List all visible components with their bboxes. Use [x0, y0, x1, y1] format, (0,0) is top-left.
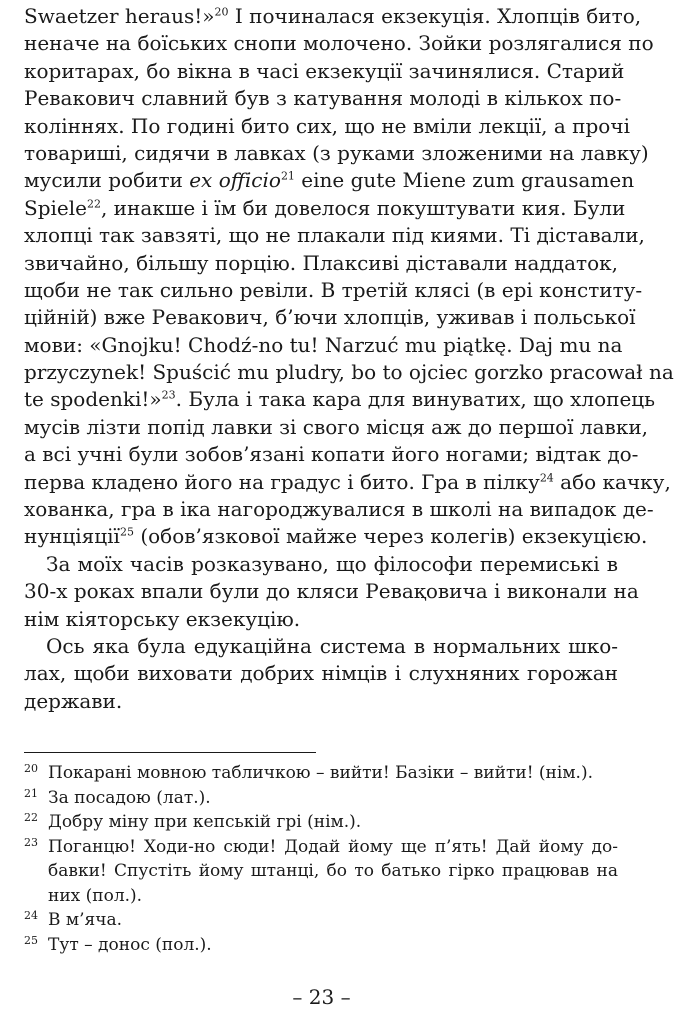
footnote-number: 20 — [24, 762, 38, 775]
text-line: лах, щоби виховати добрих німців і слухняних горожан — [24, 661, 618, 686]
text-line: Ось яка була едукаційна система в нормальних шко- — [46, 633, 618, 658]
text-line: Spiele$^{22}$, инакше і їм би довелося покуштувати кия. Були — [24, 195, 626, 220]
text-line: Swaetzer heraus!»$^{20}$ І починалася екзекуція. Хлопців бито, — [24, 4, 642, 28]
footnote — [24, 786, 618, 811]
text-line: мови: «Gnojku! Chodź-no tu! Narzuć mu piątkę. Daj mu na — [24, 332, 623, 357]
text-line: хованка, гра в іка нагороджувалися в школі на випадок де- — [24, 497, 654, 522]
text-line: За моїх часів розказувано, що філософи перемиські в — [46, 551, 618, 576]
text-line: Ревакович славний був з катування молоді в кількох по- — [24, 86, 622, 111]
text-line: 30-х роках впали були до кляси Ревақовича і виконали на — [24, 579, 639, 604]
text-line: держави. — [24, 688, 123, 713]
footnote — [24, 835, 618, 909]
footnote-text: бавки! Спустіть йому штанці, бо то батько гірко працював на — [48, 861, 618, 881]
footnote-ref: 22 — [86, 197, 101, 211]
text-line: щоби не так сильно ревіли. В третій клясі (в ері конститу- — [24, 277, 643, 302]
footnote-ref: 24 — [539, 470, 554, 484]
text-line: ційній) вже Ревакович, б’ючи хлопців, уживав і польської — [24, 305, 636, 330]
footnote-text: них (пол.). — [48, 885, 143, 906]
footnote-ref: 25 — [119, 525, 134, 539]
text-line: хлопці так завзяті, що не плакали під киями. Ті діставали, — [24, 223, 645, 248]
footnote — [24, 761, 618, 786]
text-line: нунціяції$^{25}$ (обов’язкової майже через колегів) екзекуцією. — [24, 524, 648, 549]
text-line: przyczynek! Spuścić mu pludry, bo to ojciec gorzko pracował na — [24, 360, 674, 385]
footnote-text: Добру міну при кепській грі (нім.). — [48, 812, 362, 832]
latin-phrase: ex officio — [189, 168, 281, 193]
text-line: звичайно, більшу порцію. Плаксиві діставали наддаток, — [24, 250, 618, 275]
main-text — [24, 3, 674, 715]
footnotes — [24, 761, 618, 957]
footnote-ref: 20 — [214, 5, 229, 19]
text-line: коліннях. По годині бито сих, що не вміли лекції, а прочі — [24, 113, 630, 138]
footnote — [24, 908, 618, 933]
footnote-number: 23 — [24, 835, 38, 849]
footnote — [24, 933, 618, 958]
text-line: а всі учні були зобов’язані копати його ногами; відтак до- — [24, 442, 639, 467]
footnote — [24, 810, 618, 835]
footnote-ref: 21 — [280, 169, 295, 183]
footnote-text: Тут – донос (пол.). — [48, 934, 212, 955]
footnote-number: 22 — [24, 811, 38, 824]
text-line: перва кладено його на градус і бито. Гра в пілку$^{24}$ або качку, — [24, 469, 671, 494]
text-line: товариші, сидячи в лавках (з руками зложеними на лавку) — [24, 140, 649, 165]
footnote-divider — [24, 752, 316, 753]
footnote-text: Покарані мовною табличкою – вийти! Базіки – вийти! (нім.). — [48, 763, 593, 783]
text-line: мусили робити ex officio$^{21}$ eine gute Miene zum grausamen — [24, 168, 635, 193]
text-line: мусів лізти попід лавки зі свого місця аж до першої лавки, — [24, 414, 649, 439]
page-number: – 23 – — [292, 985, 351, 1009]
footnote-text: За посадою (лат.). — [48, 787, 211, 808]
footnote-number: 21 — [24, 786, 38, 800]
footnote-number: 25 — [24, 933, 38, 947]
text-line: коритарах, бо вікна в часі екзекуції зачинялися. Старий — [24, 58, 625, 83]
footnote-ref: 23 — [161, 388, 176, 402]
text-line: неначе на боїських снопи молочено. Зойки розлягалися по — [24, 31, 654, 56]
footnote-text: В м’яча. — [48, 910, 123, 930]
text-line: нім кіяторську екзекуцію. — [24, 606, 301, 631]
footnote-number: 24 — [24, 909, 38, 922]
text-line: te spodenki!»$^{23}$. Була і така кара для винуватих, що хлопець — [24, 387, 656, 412]
footnote-text: Поганцю! Ходи-но сюди! Додай йому ще п’ять! Дай йому до- — [48, 836, 618, 857]
